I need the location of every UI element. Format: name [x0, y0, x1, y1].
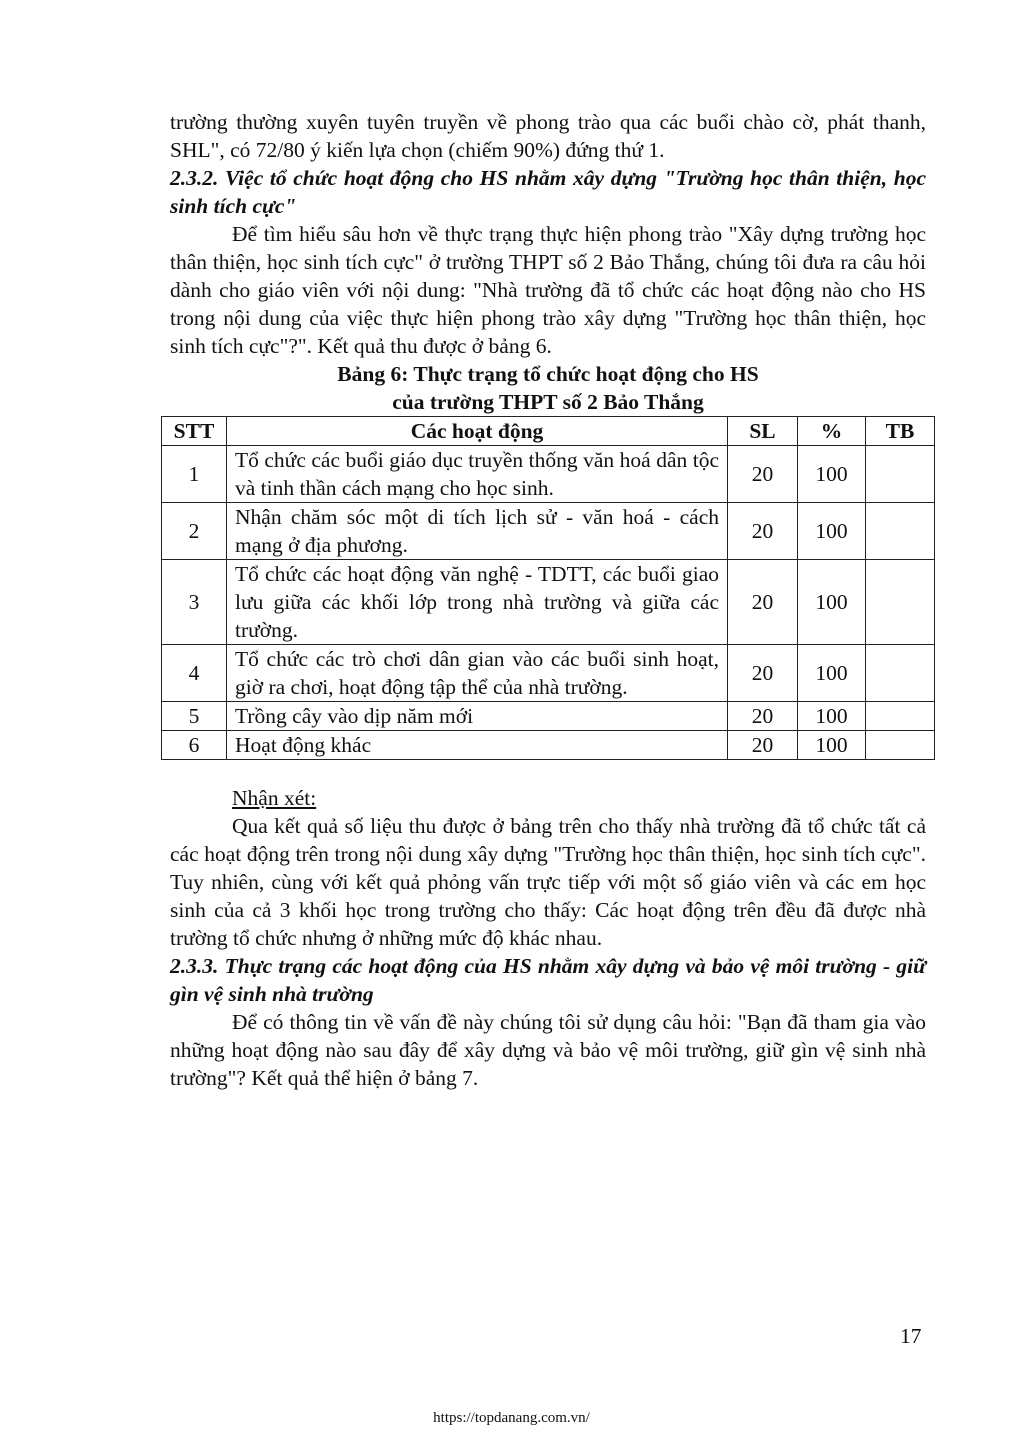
cell-activity: Tổ chức các trò chơi dân gian vào các buổi sinh hoạt, giờ ra chơi, hoạt động tập thể của nhà trường.	[227, 645, 728, 702]
cell-stt: 6	[162, 731, 227, 760]
table-header-row	[162, 417, 935, 446]
intro-paragraph: trường thường xuyên tuyên truyền về phong trào qua các buổi chào cờ, phát thanh, SHL", có 72/80 ý kiến lựa chọn (chiếm 90%) đứng thứ 1.	[170, 110, 926, 162]
section-body-2-3-3: Để có thông tin về vấn đề này chúng tôi sử dụng câu hỏi: "Bạn đã tham gia vào những hoạt động nào sau đây để xây dựng và bảo vệ môi trường, giữ gìn vệ sinh nhà trường"? Kết quả thể hiện ở bảng 7.	[170, 1010, 926, 1090]
table-caption-line-2: của trường THPT số 2 Bảo Thắng	[392, 390, 704, 414]
cell-stt: 2	[162, 503, 227, 560]
cell-tb	[866, 731, 935, 760]
cell-percent: 100	[798, 446, 866, 503]
section-body-2-3-2: Để tìm hiểu sâu hơn về thực trạng thực hiện phong trào "Xây dựng trường học thân thiện, học sinh tích cực" ở trường THPT số 2 Bảo Thắng, chúng tôi đưa ra câu hỏi dành cho giáo viên với nội dung: "Nhà trường đã tổ chức các hoạt động nào cho HS trong nội dung của việc thực hiện phong trào xây dựng "Trường học thân thiện, học sinh tích cực"?". Kết quả thu được ở bảng 6.	[170, 222, 926, 358]
cell-tb	[866, 702, 935, 731]
cell-stt: 5	[162, 702, 227, 731]
cell-percent: 100	[798, 503, 866, 560]
cell-stt: 1	[162, 446, 227, 503]
cell-sl: 20	[728, 645, 798, 702]
footer-url[interactable]: https://topdanang.com.vn/	[433, 1410, 590, 1426]
table-row	[162, 645, 935, 702]
cell-activity: Tổ chức các buổi giáo dục truyền thống văn hoá dân tộc và tinh thần cách mạng cho học sinh.	[227, 446, 728, 503]
table-caption	[170, 360, 926, 416]
cell-percent: 100	[798, 702, 866, 731]
header-sl: SL	[728, 417, 798, 446]
remarks-label: Nhận xét:	[232, 786, 317, 810]
table-row	[162, 560, 935, 645]
table-row	[162, 702, 935, 731]
cell-sl: 20	[728, 503, 798, 560]
cell-sl: 20	[728, 731, 798, 760]
activities-table	[161, 416, 935, 760]
cell-activity: Hoạt động khác	[227, 731, 728, 760]
cell-tb	[866, 503, 935, 560]
cell-sl: 20	[728, 446, 798, 503]
document-page	[170, 108, 926, 1092]
table-row	[162, 731, 935, 760]
header-tb: TB	[866, 417, 935, 446]
table-row	[162, 503, 935, 560]
table-caption-line-1: Bảng 6: Thực trạng tổ chức hoạt động cho HS	[337, 362, 759, 386]
cell-tb	[866, 446, 935, 503]
cell-stt: 4	[162, 645, 227, 702]
cell-sl: 20	[728, 560, 798, 645]
cell-percent: 100	[798, 560, 866, 645]
header-activities: Các hoạt động	[227, 417, 728, 446]
table-row	[162, 446, 935, 503]
header-stt: STT	[162, 417, 227, 446]
header-percent: %	[798, 417, 866, 446]
section-heading-2-3-2: 2.3.2. Việc tổ chức hoạt động cho HS nhằm xây dựng "Trường học thân thiện, học sinh tích cực"	[170, 166, 926, 218]
section-heading-2-3-3: 2.3.3. Thực trạng các hoạt động của HS nhằm xây dựng và bảo vệ môi trường - giữ gìn vệ sinh nhà trường	[170, 954, 926, 1006]
cell-activity: Nhận chăm sóc một di tích lịch sử - văn hoá - cách mạng ở địa phương.	[227, 503, 728, 560]
cell-tb	[866, 645, 935, 702]
cell-percent: 100	[798, 645, 866, 702]
cell-percent: 100	[798, 731, 866, 760]
cell-activity: Trồng cây vào dịp năm mới	[227, 702, 728, 731]
cell-tb	[866, 560, 935, 645]
cell-activity: Tổ chức các hoạt động văn nghệ - TDTT, các buổi giao lưu giữa các khối lớp trong nhà trường và giữa các trường.	[227, 560, 728, 645]
page-number: 17	[900, 1324, 922, 1348]
cell-stt: 3	[162, 560, 227, 645]
remarks-body: Qua kết quả số liệu thu được ở bảng trên cho thấy nhà trường đã tổ chức tất cả các hoạt động trên trong nội dung xây dựng "Trường học thân thiện, học sinh tích cực". Tuy nhiên, cùng với kết quả phỏng vấn trực tiếp với một số giáo viên và các em học sinh của cả 3 khối học trong trường cho thấy: Các hoạt động trên đều đã được nhà trường tổ chức nhưng ở những mức độ khác nhau.	[170, 814, 926, 950]
cell-sl: 20	[728, 702, 798, 731]
